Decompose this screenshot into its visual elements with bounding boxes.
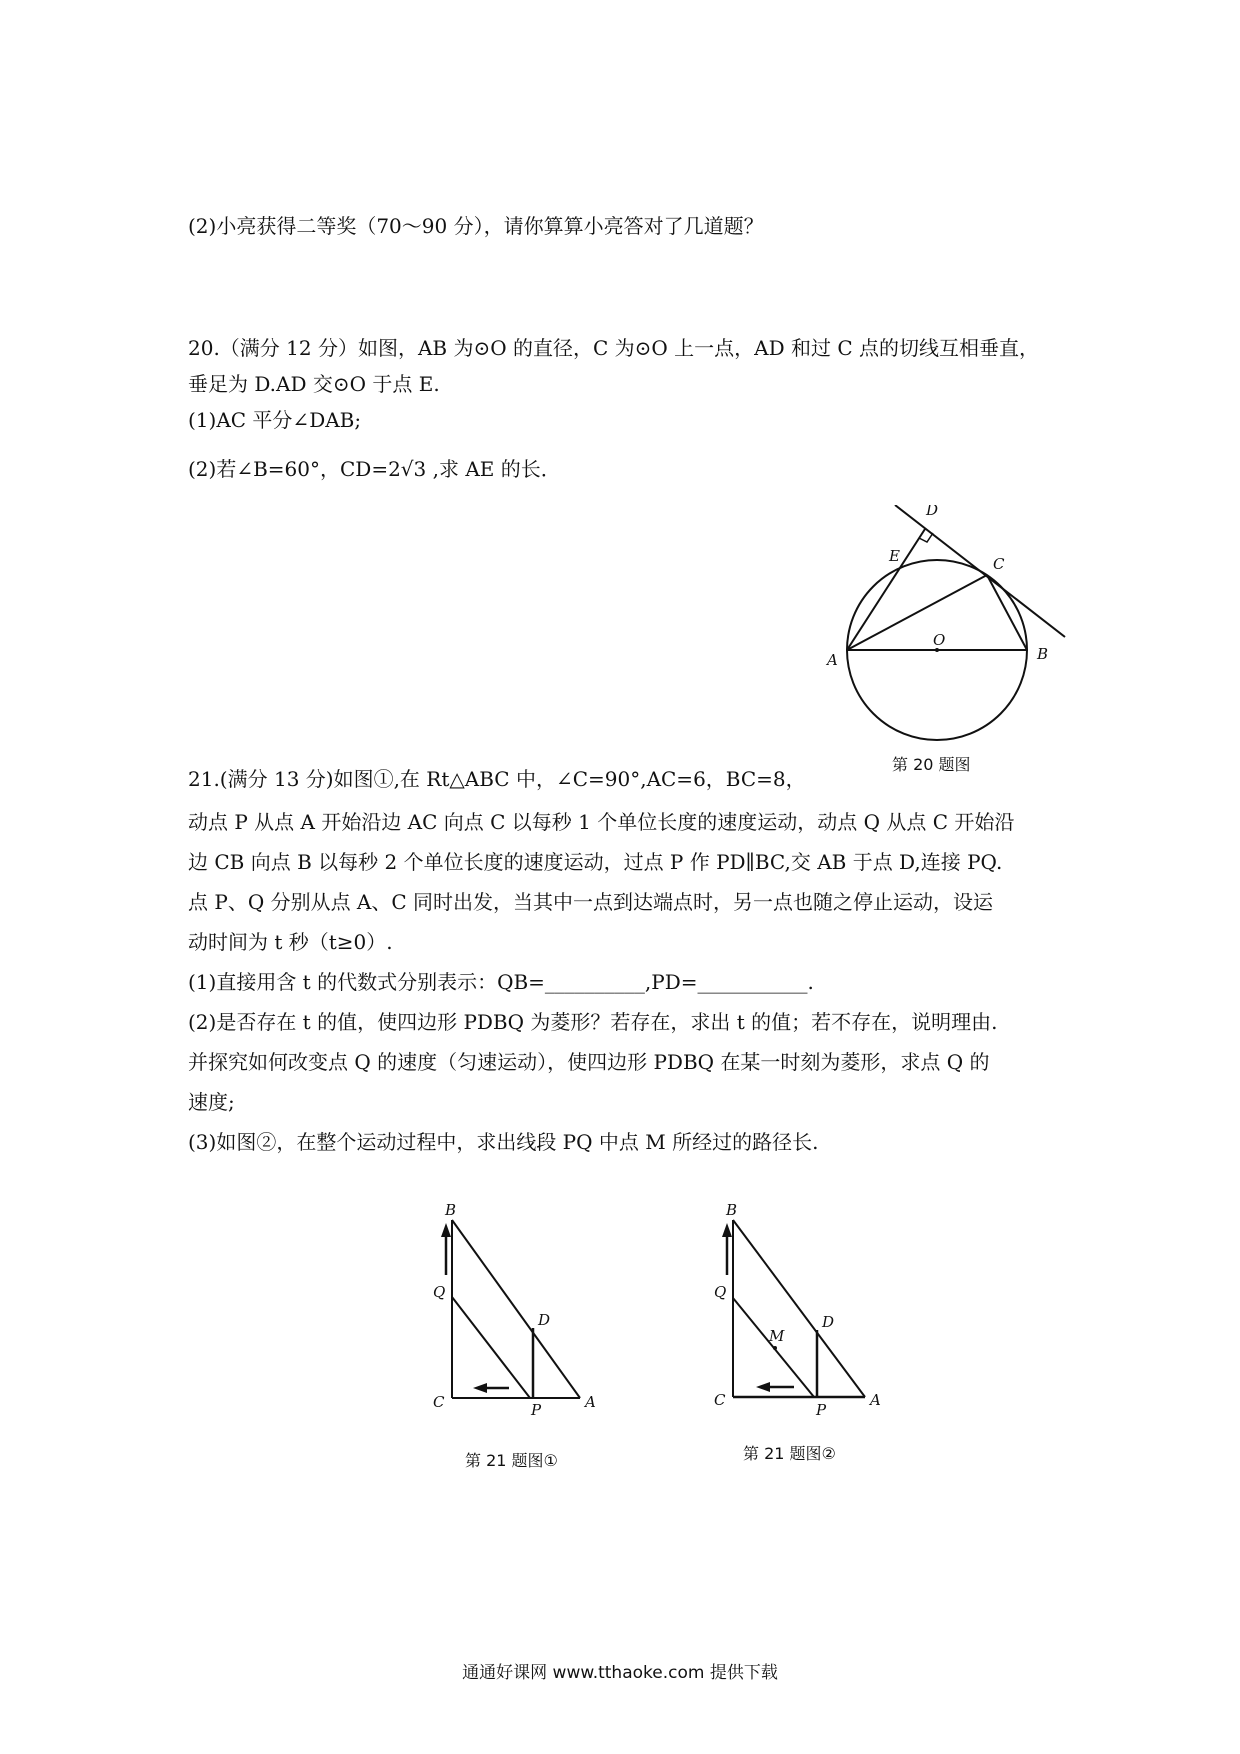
q20-figure-caption: 第 20 题图 — [892, 755, 971, 774]
q21-part2a: (2)是否存在 t 的值，使四边形 PDBQ 为菱形？若存在，求出 t 的值；若不存在，说明理由. — [188, 1010, 998, 1034]
q21-figure-1-caption: 第 21 题图① — [465, 1451, 558, 1470]
q20-label-d: D — [926, 505, 939, 519]
fig2-label-d: D — [822, 1313, 835, 1331]
fig2-label-p: P — [816, 1401, 827, 1419]
fig2-label-a: A — [870, 1391, 881, 1409]
q20-line2: 垂足为 D.AD 交⊙O 于点 E. — [188, 372, 440, 396]
q20-label-o: O — [933, 631, 946, 649]
q20-part1: (1)AC 平分∠DAB; — [188, 408, 362, 432]
q21-line2: 动点 P 从点 A 开始沿边 AC 向点 C 以每秒 1 个单位长度的速度运动，动点 Q 从点 C 开始沿 — [188, 810, 1015, 834]
q20-line1: 20.（满分 12 分）如图，AB 为⊙O 的直径，C 为⊙O 上一点，AD 和过 C 点的切线互相垂直， — [188, 336, 1040, 360]
q21-figure-2 — [700, 1195, 900, 1425]
q20-figure — [815, 505, 1075, 745]
fig2-label-q: Q — [714, 1283, 727, 1301]
fig2-label-b: B — [726, 1201, 738, 1219]
q21-line1: 21.(满分 13 分)如图①,在 Rt△ABC 中，∠C=90°,AC=6，BC=8， — [188, 767, 806, 791]
q20-label-c: C — [993, 555, 1005, 573]
q21-part1: (1)直接用含 t 的代数式分别表示：QB=__________,PD=___________. — [188, 970, 814, 994]
fig1-label-q: Q — [433, 1283, 446, 1301]
q21-figure-1 — [415, 1195, 615, 1425]
q21-part2c: 速度; — [188, 1090, 235, 1114]
q21-figure-2-caption: 第 21 题图② — [743, 1444, 836, 1463]
fig1-label-a: A — [585, 1393, 596, 1411]
q21-part3: (3)如图②，在整个运动过程中，求出线段 PQ 中点 M 所经过的路径长. — [188, 1130, 819, 1154]
q21-line4: 点 P、Q 分别从点 A、C 同时出发，当其中一点到达端点时，另一点也随之停止运动，设运 — [188, 890, 994, 914]
fig1-label-b: B — [445, 1201, 457, 1219]
fig1-label-p: P — [531, 1401, 542, 1419]
q20-label-a: A — [827, 651, 838, 669]
fig1-label-d: D — [538, 1311, 551, 1329]
q20-part2: (2)若∠B=60°，CD=2√3 ,求 AE 的长． — [188, 457, 561, 481]
fig1-label-c: C — [433, 1393, 445, 1411]
q19-part2: (2)小亮获得二等奖（70～90 分），请你算算小亮答对了几道题？ — [188, 214, 764, 238]
q20-label-b: B — [1037, 645, 1049, 663]
q21-part2b: 并探究如何改变点 Q 的速度（匀速运动），使四边形 PDBQ 在某一时刻为菱形，求点 Q 的 — [188, 1050, 990, 1074]
fig2-label-c: C — [714, 1391, 726, 1409]
page-footer: 通通好课网 www.tthaoke.com 提供下载 — [462, 1663, 778, 1683]
q21-line5: 动时间为 t 秒（t≥0）. — [188, 930, 393, 954]
fig2-label-m: M — [769, 1327, 785, 1345]
q20-label-e: E — [889, 547, 900, 565]
q21-line3: 边 CB 向点 B 以每秒 2 个单位长度的速度运动，过点 P 作 PD∥BC,交 AB 于点 D,连接 PQ. — [188, 850, 1003, 874]
